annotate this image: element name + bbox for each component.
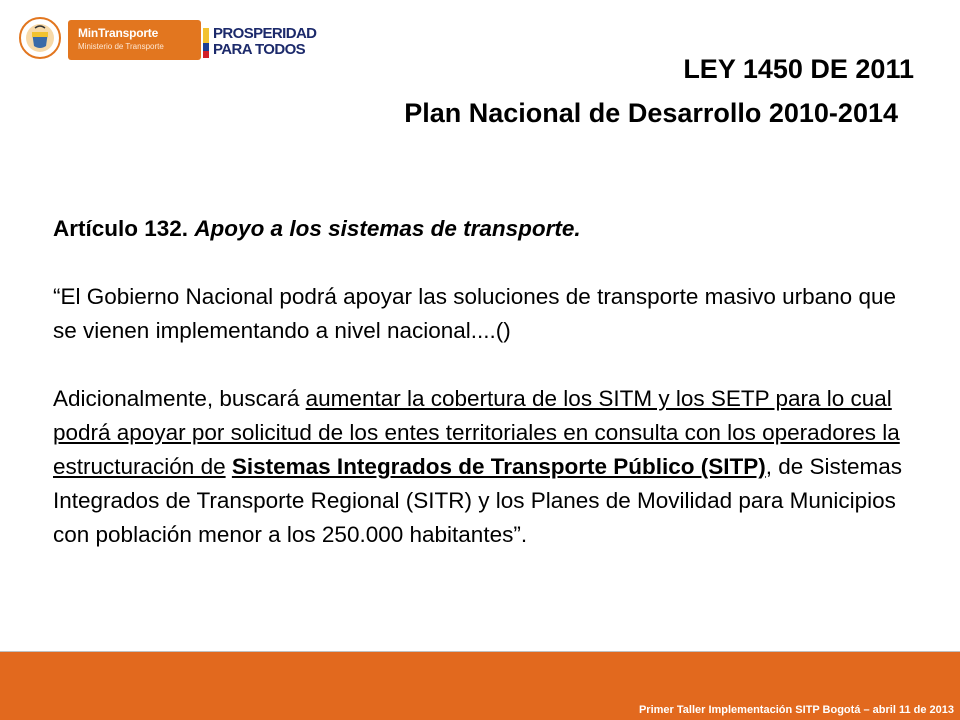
article-body bbox=[53, 212, 923, 552]
para2-rest: , de Sistemas Integrados de Transporte Regional (SITR) y los Planes de Movilidad para Municipios con población menor a los 250.000 habitantes”. bbox=[53, 454, 903, 547]
ministry-subtitle: Ministerio de Transporte bbox=[78, 42, 164, 51]
article-quote: “El Gobierno Nacional podrá apoyar las soluciones de transporte masivo urbano que se vienen implementando a nivel nacional....() bbox=[53, 284, 896, 343]
article-number: Artículo 132. bbox=[53, 216, 189, 241]
ministry-name: MinTransporte bbox=[78, 26, 159, 40]
footer-bar bbox=[0, 652, 960, 720]
para2-start: Adicionalmente, buscará bbox=[53, 386, 306, 411]
slogan-line1: PROSPERIDAD bbox=[213, 25, 317, 42]
title-law: LEY 1450 DE 2011 bbox=[683, 54, 914, 84]
article-heading bbox=[53, 212, 923, 246]
article-title: Apoyo a los sistemas de transporte. bbox=[194, 216, 581, 241]
slogan-line2: PARA TODOS bbox=[213, 41, 306, 58]
para2-underlined: aumentar la cobertura de los SITM y los SETP para lo cual podrá apoyar por solicitud de los entes territoriales en consulta con los operadores la estructuración de bbox=[53, 386, 900, 479]
footer-text: Primer Taller Implementación SITP Bogotá – abril 11 de 2013 bbox=[638, 704, 954, 716]
title-plan: Plan Nacional de Desarrollo 2010-2014 bbox=[404, 98, 898, 128]
sitp-highlight: Sistemas Integrados de Transporte Público (SITP) bbox=[231, 454, 766, 479]
article-paragraph-2 bbox=[53, 382, 923, 552]
